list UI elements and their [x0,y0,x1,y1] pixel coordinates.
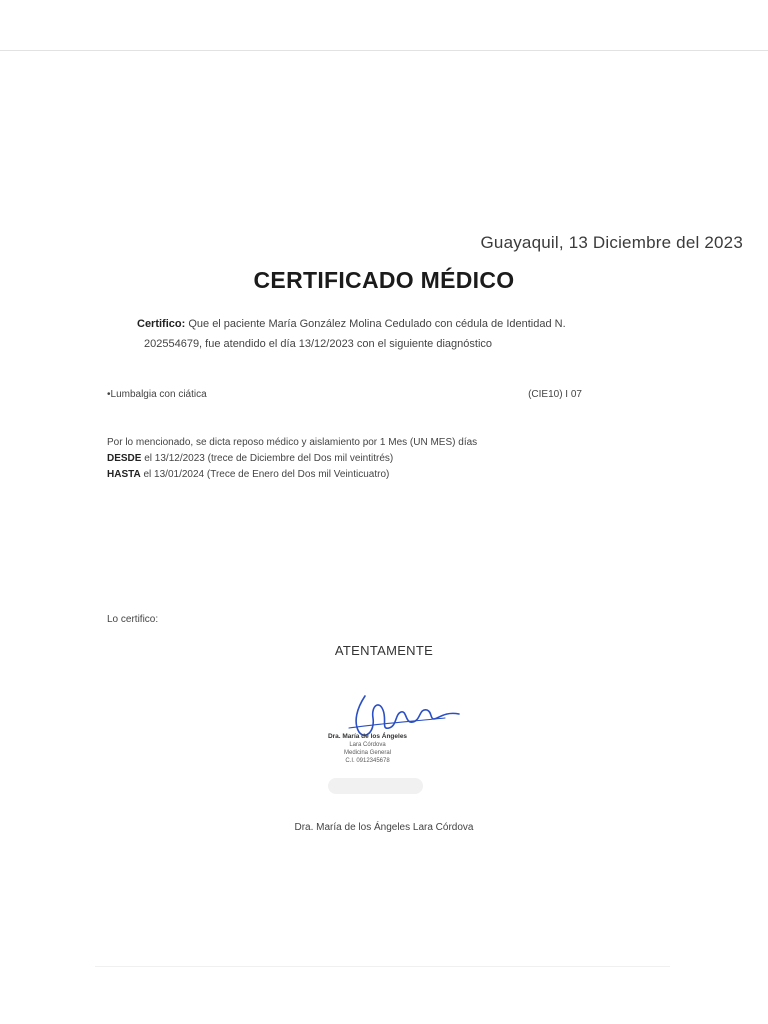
stamp-line2: Medicina General [343,750,392,756]
stamp-line1: Lara Córdova [349,742,386,748]
stamp-name: Dra. María de los Ángeles [327,733,408,740]
rest-from [107,451,627,467]
top-divider [0,50,768,51]
certifies-label: Certifico: [137,318,186,330]
diagnosis-row [107,389,582,400]
place-date: Guayaquil, 13 Diciembre del 2023 [480,233,743,252]
rest-to-label: HASTA [107,469,141,480]
rest-paragraph [107,435,627,483]
rest-to [107,467,627,483]
rest-to-text: el 13/01/2024 (Trece de Enero del Dos mil Veinticuatro) [143,469,390,480]
rest-from-label: DESDE [107,453,142,464]
diagnosis-code: (CIE10) I 07 [528,389,582,400]
bottom-divider [95,966,670,967]
regards-text: ATENTAMENTE [334,643,434,658]
rest-line1: Por lo mencionado, se dicta reposo médico y aislamiento por 1 Mes (UN MES) días [107,437,478,448]
doctor-stamp [310,733,425,765]
rest-from-text: el 13/12/2023 (trece de Diciembre del Dos mil veintitrés) [144,453,394,464]
stamp-smudge [328,778,423,794]
certification-paragraph [137,314,677,354]
closing-text: Lo certifico: [107,614,159,625]
certifies-line2: 202554679, fue atendido el día 13/12/2023 con el siguiente diagnóstico [144,338,493,350]
certifies-line1: Que el paciente María González Molina Cedulado con cédula de Identidad N. [188,318,566,330]
document-title: CERTIFICADO MÉDICO [253,267,515,293]
stamp-line3: C.I. 0912345678 [345,758,390,764]
doctor-name: Dra. María de los Ángeles Lara Córdova [294,822,474,833]
diagnosis-text: •Lumbalgia con ciática [107,389,207,400]
